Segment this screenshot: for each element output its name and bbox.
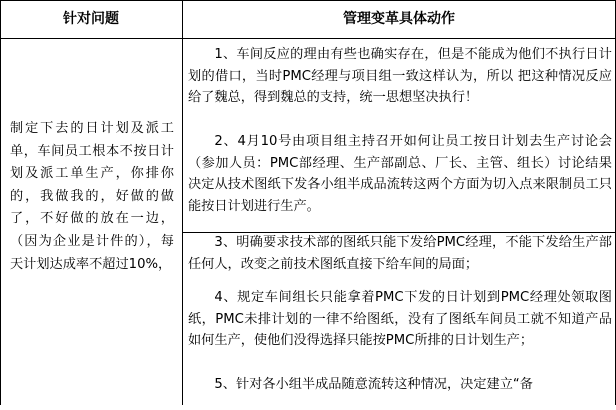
action-item-2: 2、4月10号由项目组主持召开如何让员工按日计划去生产讨论会（参加人员：PMC部经理、生产部副总、厂长、主管、组长）讨论结果决定从技术图纸下发各小组半成品流转这两个方面为切入点来限制员工只能按日计划进行生产。 — [188, 134, 612, 214]
header-actions: 管理变革具体动作 — [343, 11, 455, 27]
action-item-3: 3、明确要求技术部的图纸只能下发给PMC经理，不能下发给生产部任何人，改变之前技术图纸直接下给车间的局面； — [188, 235, 612, 272]
action-item-5: 5、针对各小组半成品随意流转这种情况，决定建立“备 — [214, 377, 533, 392]
action-item-4: 4、规定车间组长只能拿着PMC下发的日计划到PMC经理处领取图纸，PMC未排计划的一律不给图纸，没有了图纸车间员工就不知道产品如何生产，使他们没得选择只能按PMC所排的日计划生产； — [188, 290, 612, 349]
table-left-border — [0, 0, 1, 410]
column-divider — [182, 0, 183, 410]
table-top-border — [0, 0, 616, 1]
action-item-1: 1、车间反应的理由有些也确实存在，但是不能成为他们不执行日计划的借口，当时PMC经理与项目组一致这样认为，所以 把这种情况反应给了魏总，得到魏总的支持，统一思想坚决执行！ — [188, 47, 612, 106]
issue-description: 制定下去的日计划及派工单，车间员工根本不按日计划及派工单生产，你排你的，我做我的，好做的做了，不好做的放在一边，（因为企业是计件的），每天计划达成率不超过10%， — [10, 121, 174, 272]
header-issue: 针对问题 — [63, 11, 119, 27]
header-bottom-border — [0, 38, 616, 39]
bottom-cutoff-strip — [0, 405, 616, 410]
